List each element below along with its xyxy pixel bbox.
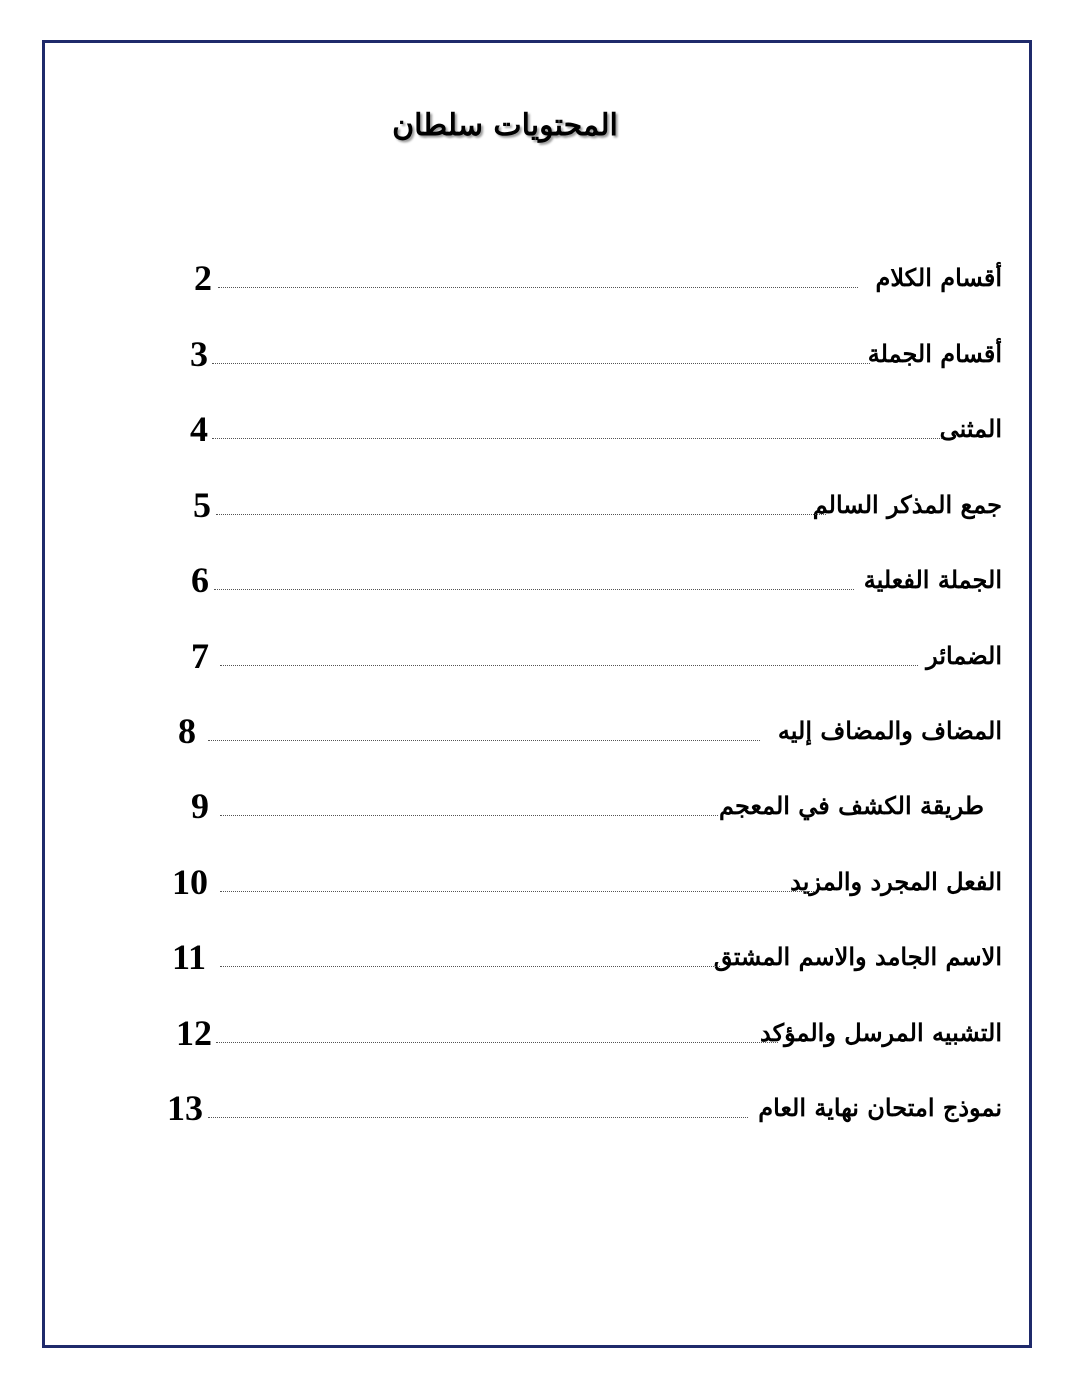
toc-entry-page: 12 [176,1013,212,1053]
toc-entry-label: جمع المذكر السالم [812,490,1002,519]
toc-entry[interactable] [0,1088,1080,1138]
toc-entry-page: 4 [190,409,208,449]
toc-leader-dots [220,665,918,666]
toc-leader-dots [218,287,858,288]
toc-entry[interactable] [0,258,1080,308]
toc-entry-page: 7 [191,636,209,676]
toc-entry-page: 11 [172,937,207,977]
toc-entry-page: 10 [172,862,208,902]
page-border [42,40,1032,1348]
toc-leader-dots [220,891,816,892]
toc-entry[interactable] [0,409,1080,459]
toc-entry-page: 8 [178,711,196,751]
toc-entry-page: 3 [190,334,208,374]
toc-leader-dots [220,966,720,967]
toc-entry-page: 5 [193,485,211,525]
toc-entry[interactable] [0,1013,1080,1063]
toc-entry[interactable] [0,636,1080,686]
toc-entry[interactable] [0,485,1080,535]
toc-leader-dots [208,1117,748,1118]
toc-leader-dots [208,740,760,741]
toc-entry-label: المضاف والمضاف إليه [777,716,1002,745]
toc-entry-label: الجملة الفعلية [863,565,1002,594]
toc-entry-label: الضمائر [926,641,1002,670]
toc-entry[interactable] [0,334,1080,384]
toc-leader-dots [214,589,854,590]
toc-entry-page: 2 [194,258,212,298]
toc-entry-label: الاسم الجامد والاسم المشتق [713,942,1002,971]
toc-entry-label: أقسام الكلام [875,263,1002,292]
toc-entry-page: 6 [191,560,209,600]
toc-entry-label: التشبيه المرسل والمؤكد [760,1018,1002,1047]
toc-entry-page: 13 [167,1088,203,1128]
toc-entry-label: الفعل المجرد والمزيد [790,867,1002,896]
toc-entry-label: طريقة الكشف في المعجم [719,791,984,820]
toc-leader-dots [216,1042,778,1043]
toc-entry[interactable] [0,786,1080,836]
toc-entry-page: 9 [191,786,209,826]
toc-leader-dots [220,815,718,816]
toc-entry[interactable] [0,937,1080,987]
page-title: المحتويات سلطان [392,108,618,143]
toc-entry[interactable] [0,560,1080,610]
toc-entry-label: المثنى [939,414,1002,443]
toc-entry-label: نموذج امتحان نهاية العام [758,1093,1002,1122]
toc-leader-dots [216,514,826,515]
toc-entry[interactable] [0,862,1080,912]
toc-leader-dots [212,363,870,364]
toc-entry-label: أقسام الجملة [867,339,1002,368]
toc-leader-dots [212,438,942,439]
toc-entry[interactable] [0,711,1080,761]
